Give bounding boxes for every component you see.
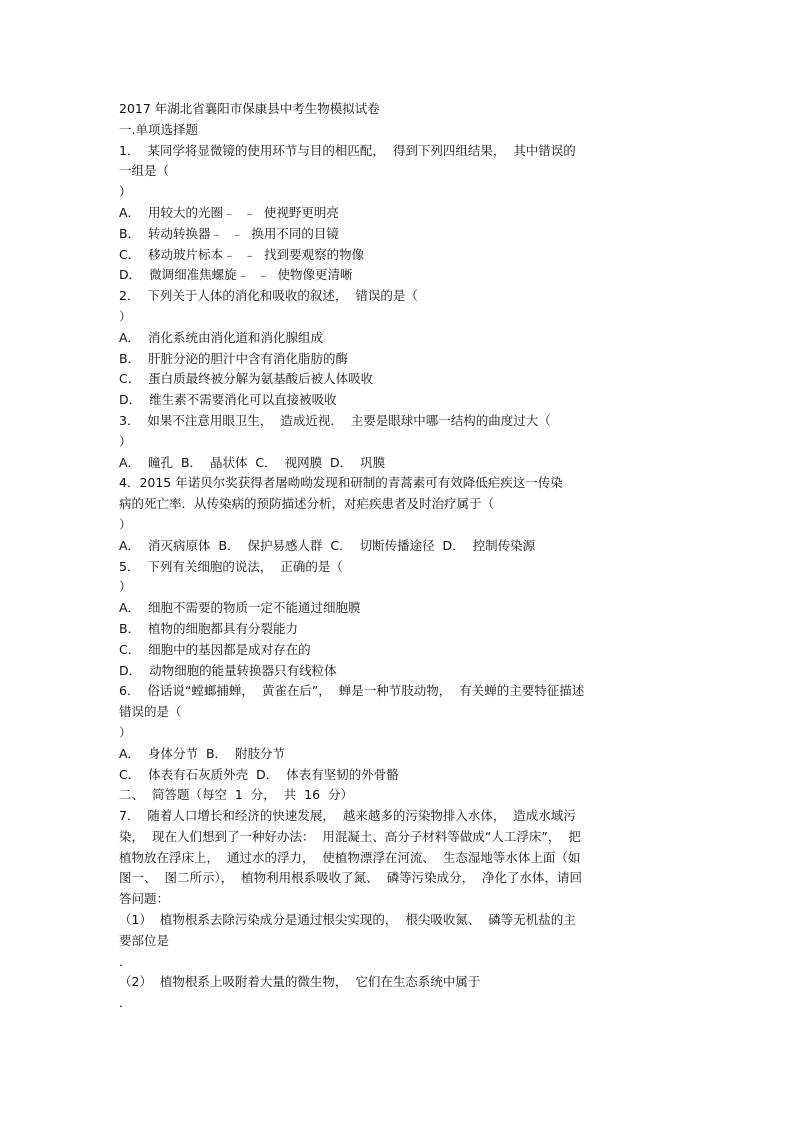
document-title: 2017 年湖北省襄阳市保康县中考生物模拟试卷: [119, 101, 380, 116]
question-3: [119, 411, 649, 473]
section-heading-short-answer: 二、 简答题（每空 1 分， 共 16 分）: [119, 787, 354, 803]
question-5-stem: 5． 下列有关细胞的说法， 正确的是（: [119, 558, 343, 574]
question-4-stem: 4．2015 年诺贝尔奖获得者屠呦呦发现和研制的青蒿素可有效降低疟疾这一传染: [119, 475, 563, 491]
question-7-sub-1: （1） 植物根系去除污染成分是通过根尖实现的， 根尖吸收氮、 磷等无机盐的主: [119, 912, 576, 928]
question-1-option-d: D． 微调细准焦螺旋﹣ ﹣ 使物像更清晰: [119, 267, 353, 283]
question-5-option-b: B． 植物的细胞都具有分裂能力: [119, 620, 299, 636]
question-1-paren: ）: [119, 184, 132, 200]
question-5-option-c: C． 细胞中的基因都是成对存在的: [119, 641, 311, 657]
question-2: [119, 286, 649, 411]
question-6-stem: 6． 俗话说“螳螂捕蝉， 黄雀在后”， 蝉是一种节肢动物， 有关蝉的主要特征描述: [119, 683, 585, 699]
question-3-options: A． 瞳孔 B． 晶状体 C． 视网膜 D． 巩膜: [119, 454, 386, 470]
question-6-options-row-1: A． 身体分节 B． 附肢分节: [119, 745, 285, 761]
question-1-option-b: B． 转动转换器﹣ ﹣ 换用不同的目镜: [119, 225, 339, 241]
question-7-text-5: 答问题：: [119, 891, 170, 907]
question-2-option-a: A． 消化系统由消化道和消化腺组成: [119, 329, 323, 345]
question-1-option-c: C． 移动玻片标本﹣ ﹣ 找到要观察的物像: [119, 246, 365, 262]
question-6-paren: ）: [119, 724, 132, 740]
question-4-options: A． 消灭病原体 B． 保护易感人群 C． 切断传播途径 D． 控制传染源: [119, 537, 536, 553]
question-3-stem: 3． 如果不注意用眼卫生， 造成近视． 主要是眼球中哪一结构的曲度过大（: [119, 412, 551, 428]
question-1: [119, 141, 649, 287]
question-6: [119, 681, 649, 785]
question-2-paren: ）: [119, 308, 132, 324]
question-4-paren: ）: [119, 516, 132, 532]
question-4-stem-cont: 病的死亡率．从传染病的预防描述分析，对疟疾患者及时治疗属于（: [119, 496, 495, 512]
question-2-option-d: D． 维生素不需要消化可以直接被吸收: [119, 392, 337, 408]
question-6-stem-cont: 错误的是（: [119, 704, 182, 720]
question-7-sub-2-blank: ．: [119, 995, 132, 1011]
question-6-options-row-2: C． 体表有石灰质外壳 D． 体表有坚韧的外骨骼: [119, 766, 399, 782]
question-2-stem: 2． 下列关于人体的消化和吸收的叙述， 错误的是（: [119, 288, 418, 304]
question-5-paren: ）: [119, 579, 132, 595]
question-7-sub-2: （2） 植物根系上吸附着大量的微生物， 它们在生态系统中属于: [119, 974, 481, 990]
question-1-stem: 1． 某同学将显微镜的使用环节与目的相匹配， 得到下列四组结果， 其中错误的: [119, 142, 576, 158]
question-5: [119, 557, 649, 682]
question-5-option-d: D． 动物细胞的能量转换器只有线粒体: [119, 662, 337, 678]
section-heading-single-choice: 一.单项选择题: [119, 121, 198, 137]
question-2-option-c: C． 蛋白质最终被分解为氨基酸后被人体吸收: [119, 371, 374, 387]
question-7-sub-1-blank: ．: [119, 953, 132, 969]
question-1-option-a: A． 用较大的光圈﹣ ﹣ 使视野更明亮: [119, 204, 339, 220]
question-7: [119, 806, 649, 1014]
question-7-text-1: 7． 随着人口增长和经济的快速发展， 越来越多的污染物排入水体， 造成水域污: [119, 808, 576, 824]
question-1-stem-cont: 一组是（: [119, 163, 170, 179]
question-3-paren: ）: [119, 433, 132, 449]
question-7-text-2: 染， 现在人们想到了一种好办法： 用混凝土、高分子材料等做成“人工浮床”， 把: [119, 828, 581, 844]
document-body: [119, 99, 649, 1014]
question-5-option-a: A． 细胞不需要的物质一定不能通过细胞膜: [119, 600, 361, 616]
question-7-sub-1-cont: 要部位是: [119, 932, 170, 948]
question-2-option-b: B． 肝脏分泌的胆汁中含有消化脂肪的酶: [119, 350, 349, 366]
question-7-text-3: 植物放在浮床上， 通过水的浮力， 使植物漂浮在河流、 生态湿地等水体上面（如: [119, 849, 581, 865]
question-4: [119, 473, 649, 556]
question-7-text-4: 图一、 图二所示）， 植物利用根系吸收了氮、 磷等污染成分， 净化了水体，请回: [119, 870, 583, 886]
